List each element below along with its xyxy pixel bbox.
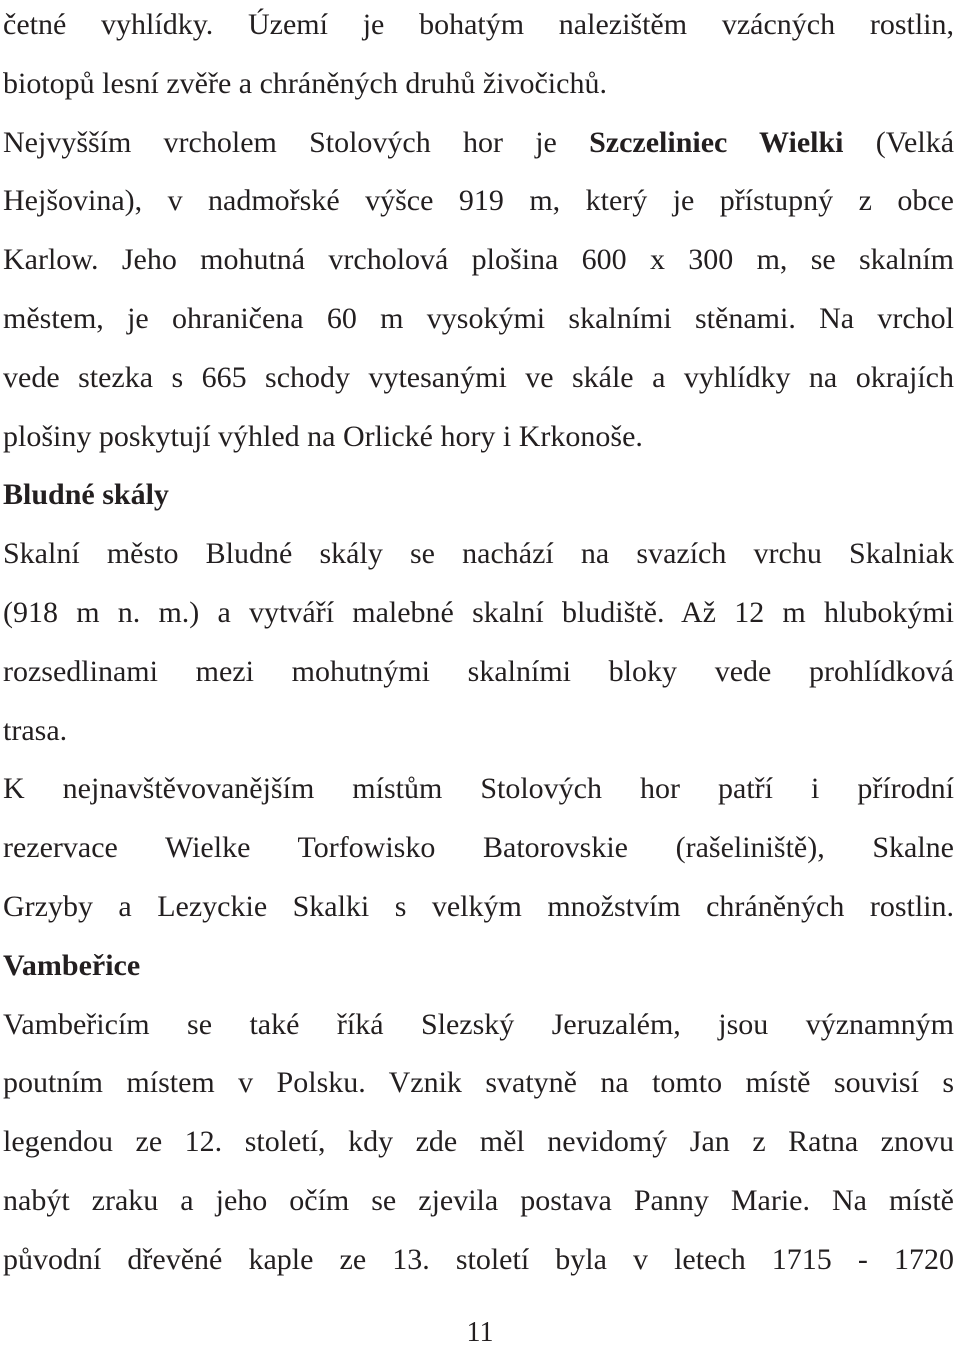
text-run: poutním místem v Polsku. Vznik svatyně na tomto místě souvisí s [3, 1066, 954, 1100]
text-run: biotopů lesní zvěře a chráněných druhů živočichů. [3, 66, 607, 100]
text-line [3, 470, 954, 529]
text-run: Karlow. Jeho mohutná vrcholová plošina 600 x 300 m, se skalním [3, 243, 954, 277]
text-line [3, 0, 954, 59]
text-run: vede stezka s 665 schody vytesanými ve skále a vyhlídky na okrajích [3, 360, 954, 394]
text-line [3, 294, 954, 353]
text-run: Hejšovina), v nadmořské výšce 919 m, který je přístupný z obce [3, 184, 954, 218]
text-line [3, 647, 954, 706]
text-line [3, 823, 954, 882]
bold-text: Szczeliniec Wielki [589, 125, 844, 159]
text-line [3, 588, 954, 647]
bold-text: Vambeřice [3, 948, 141, 982]
text-run: Nejvyšším vrcholem Stolových hor je [3, 125, 590, 159]
document-page [3, 0, 954, 1294]
text-line [3, 764, 954, 823]
text-line [3, 882, 954, 941]
text-run: rezervace Wielke Torfowisko Batorovskie (rašeliniště), Skalne [3, 831, 954, 865]
text-run: nabýt zraku a jeho očím se zjevila postava Panny Marie. Na místě [3, 1183, 954, 1217]
text-line [3, 353, 954, 412]
text-line [3, 1235, 954, 1294]
text-run: původní dřevěné kaple ze 13. století byla v letech 1715 - 1720 [3, 1242, 954, 1276]
text-line [3, 1176, 954, 1235]
text-line [3, 412, 954, 471]
text-line [3, 1117, 954, 1176]
text-line [3, 118, 954, 177]
bold-text: Bludné skály [3, 478, 169, 512]
text-run: četné vyhlídky. Území je bohatým nalezištěm vzácných rostlin, [3, 8, 954, 41]
text-run: městem, je ohraničena 60 m vysokými skalními stěnami. Na vrchol [3, 301, 954, 335]
text-run: Vambeřicím se také říká Slezský Jeruzalém, jsou významným [3, 1007, 954, 1041]
text-run: legendou ze 12. století, kdy zde měl nevidomý Jan z Ratna znovu [3, 1125, 954, 1159]
text-run: trasa. [3, 713, 68, 747]
text-line [3, 706, 954, 765]
text-run: (918 m n. m.) a vytváří malebné skalní bludiště. Až 12 m hlubokými [3, 595, 954, 629]
page-number: 11 [466, 1317, 494, 1348]
text-run: rozsedlinami mezi mohutnými skalními bloky vede prohlídková [3, 654, 954, 688]
text-run: Skalní město Bludné skály se nachází na svazích vrchu Skalniak [3, 537, 954, 571]
text-line [3, 59, 954, 118]
text-run: Grzyby a Lezyckie Skalki s velkým množstvím chráněných rostlin. [3, 889, 954, 923]
text-run: K nejnavštěvovanějším místům Stolových hor patří i přírodní [3, 772, 954, 806]
text-run: (Velká [843, 125, 954, 159]
text-run: plošiny poskytují výhled na Orlické hory i Krkonoše. [3, 419, 643, 453]
text-line [3, 235, 954, 294]
text-line [3, 176, 954, 235]
text-line [3, 1000, 954, 1059]
text-line [3, 1058, 954, 1117]
text-line [3, 529, 954, 588]
text-line [3, 941, 954, 1000]
